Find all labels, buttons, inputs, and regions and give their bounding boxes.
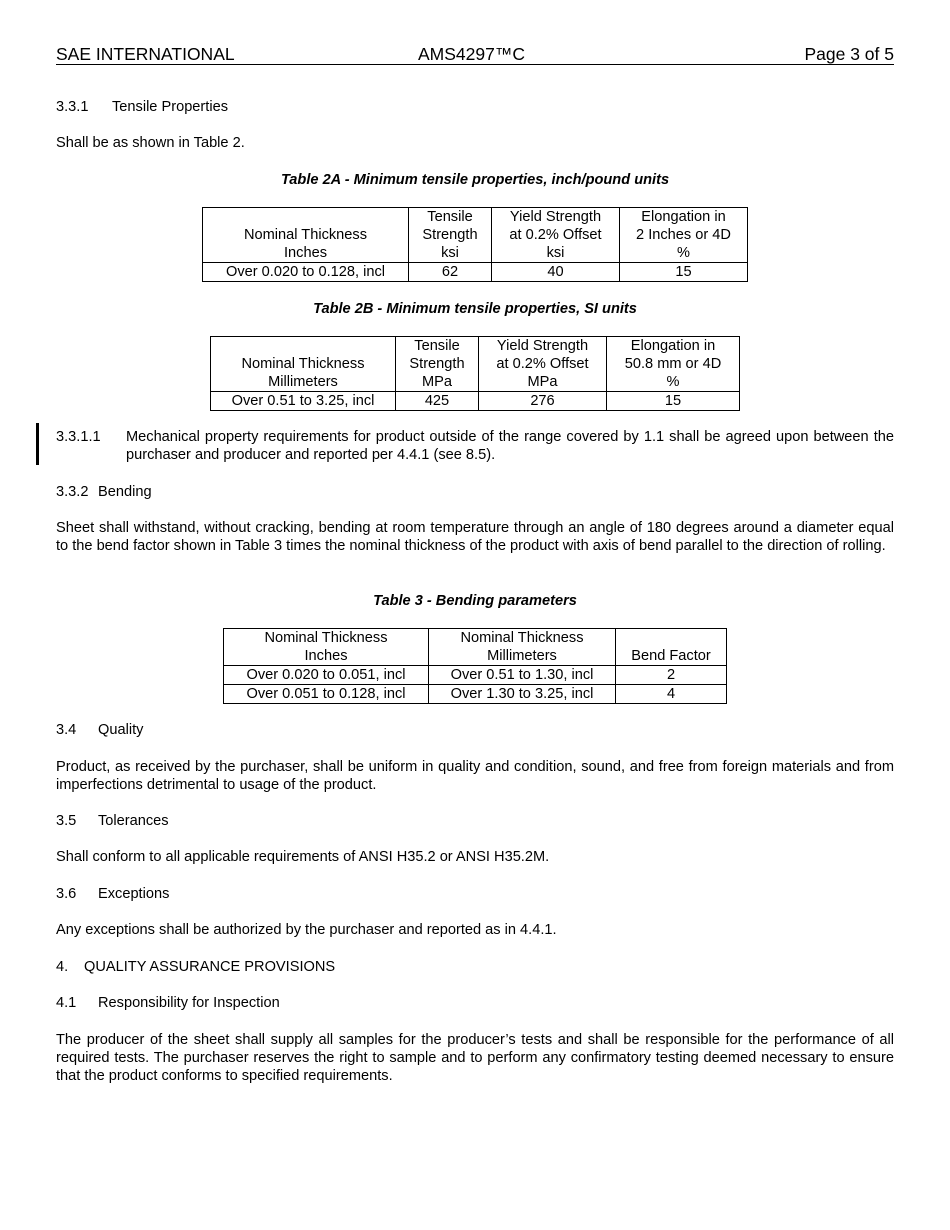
section-3-5-heading <box>56 812 169 830</box>
section-number: 3.3.2 <box>56 484 89 500</box>
section-3-3-1-1-text: Mechanical property requirements for product outside of the range covered by 1.1 shall be agreed upon between the purchaser and producer and reported per 4.4.1 (see 8.5). <box>126 429 894 463</box>
section-number: 3.5 <box>56 813 77 829</box>
section-title: Tensile Properties <box>112 99 228 115</box>
header-cell: Nominal Thickness Inches <box>203 208 409 263</box>
section-3-3-1-1-number: 3.3.1.1 <box>56 429 101 445</box>
section-3-5-text: Shall conform to all applicable requirements of ANSI H35.2 or ANSI H35.2M. <box>56 849 550 865</box>
table-row <box>224 666 727 685</box>
table-3 <box>223 628 727 704</box>
section-3-3-2-text: Sheet shall withstand, without cracking, bending at room temperature through an angle of 180 degrees around a diameter equal to the bend factor shown in Table 3 times the nominal thickness of the product with axis of bend parallel to the direction of rolling. <box>56 520 894 554</box>
section-number: 3.4 <box>56 722 77 738</box>
table-cell: 4 <box>616 685 727 704</box>
header-cell: Yield Strength at 0.2% Offset ksi <box>492 208 620 263</box>
section-number: 4. <box>56 959 69 975</box>
table-2b <box>210 336 740 411</box>
table-cell: Over 0.51 to 3.25, incl <box>211 392 396 411</box>
section-title: Responsibility for Inspection <box>98 995 280 1011</box>
revision-change-bar <box>36 423 39 465</box>
section-number: 4.1 <box>56 995 77 1011</box>
section-4-1-heading <box>56 994 280 1012</box>
section-title: QUALITY ASSURANCE PROVISIONS <box>84 959 336 975</box>
table-row <box>203 263 748 282</box>
table-cell: Over 0.020 to 0.051, incl <box>224 666 429 685</box>
header-org: SAE INTERNATIONAL <box>56 44 235 64</box>
table-cell: Over 1.30 to 3.25, incl <box>429 685 616 704</box>
header-cell: Tensile Strength ksi <box>409 208 492 263</box>
header-cell: Yield Strength at 0.2% Offset MPa <box>479 337 607 392</box>
table-cell: 2 <box>616 666 727 685</box>
header-cell: Bend Factor <box>616 629 727 666</box>
section-3-4-text: Product, as received by the purchaser, shall be uniform in quality and condition, sound, and free from foreign materials and from imperfections detrimental to usage of the product. <box>56 759 894 793</box>
section-number: 3.3.1 <box>56 99 89 115</box>
table-2a-caption: Table 2A - Minimum tensile properties, inch/pound units <box>280 172 670 188</box>
table-cell: 15 <box>620 263 748 282</box>
table-header-row <box>224 629 727 666</box>
table-cell: 276 <box>479 392 607 411</box>
section-3-6-heading <box>56 885 169 903</box>
table-3-caption: Table 3 - Bending parameters <box>373 593 577 609</box>
section-4-1-text: The producer of the sheet shall supply all samples for the producer’s tests and shall be responsible for the performance of all required tests. The purchaser reserves the right to sample and to perform any confirmatory testing deemed necessary to ensure that the product conforms to specified requirements. <box>56 1032 894 1084</box>
table-cell: 62 <box>409 263 492 282</box>
header-doc-id: AMS4297™C <box>418 44 525 64</box>
section-title: Tolerances <box>98 813 169 829</box>
header-cell: Nominal Thickness Millimeters <box>429 629 616 666</box>
page-header <box>56 44 894 65</box>
table-header-row <box>203 208 748 263</box>
table-cell: Over 0.051 to 0.128, incl <box>224 685 429 704</box>
section-number: 3.6 <box>56 886 77 902</box>
header-cell: Nominal Thickness Millimeters <box>211 337 396 392</box>
table-row <box>211 392 740 411</box>
table-header-row <box>211 337 740 392</box>
section-title: Quality <box>98 722 144 738</box>
header-cell: Nominal Thickness Inches <box>224 629 429 666</box>
section-title: Exceptions <box>98 886 170 902</box>
header-cell: Elongation in 2 Inches or 4D % <box>620 208 748 263</box>
header-page-number: Page 3 of 5 <box>804 44 894 64</box>
table-row <box>224 685 727 704</box>
section-3-4-heading <box>56 721 143 739</box>
section-3-3-1-text: Shall be as shown in Table 2. <box>56 135 245 151</box>
table-2a <box>202 207 748 282</box>
table-cell: 40 <box>492 263 620 282</box>
table-cell: 425 <box>396 392 479 411</box>
table-2b-caption: Table 2B - Minimum tensile properties, SI units <box>313 301 637 317</box>
table-cell: 15 <box>607 392 740 411</box>
table-cell: Over 0.020 to 0.128, incl <box>203 263 409 282</box>
table-cell: Over 0.51 to 1.30, incl <box>429 666 616 685</box>
header-cell: Elongation in 50.8 mm or 4D % <box>607 337 740 392</box>
header-cell: Tensile Strength MPa <box>396 337 479 392</box>
section-3-3-1-heading <box>56 98 228 116</box>
section-3-6-text: Any exceptions shall be authorized by the purchaser and reported as in 4.4.1. <box>56 922 557 938</box>
section-4-heading <box>56 958 335 976</box>
section-3-3-2-heading <box>56 483 152 501</box>
section-title: Bending <box>98 484 152 500</box>
